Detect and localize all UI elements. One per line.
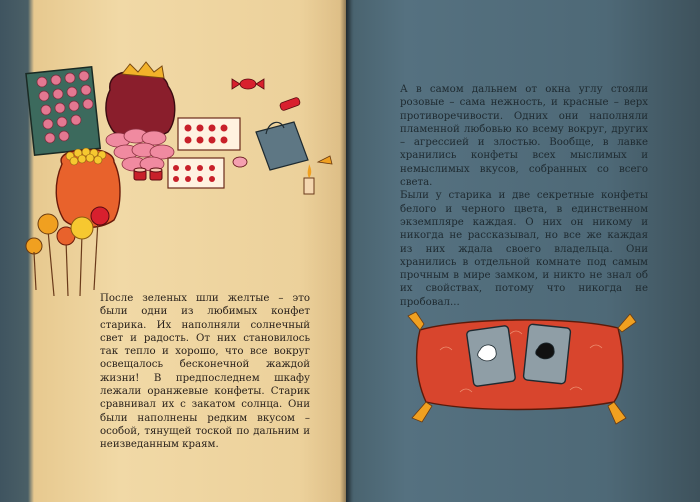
candy-sack bbox=[106, 62, 175, 138]
candy-tray bbox=[26, 67, 100, 155]
right-paragraph-2: Были у старика и две секретные конфеты белого и черного цвета, в единственном экземпляре каждая. О них он никому и никогда не рассказывал, но все же каждая из них ждала своего владельца. Они хранились в отдельной комнате под самым прочным в мире замком, и никто не знал об их свойствах, потому что никогда не пробовал... bbox=[400, 190, 648, 308]
paper-bag bbox=[256, 122, 308, 170]
black-secret-candy bbox=[523, 324, 571, 384]
red-candy-box bbox=[168, 118, 240, 188]
cushion-illustration bbox=[400, 300, 640, 430]
white-secret-candy bbox=[466, 325, 515, 386]
pink-cookies bbox=[106, 129, 174, 171]
candy-jar bbox=[56, 148, 120, 228]
left-page-text: После зеленых шли желтые – это были одни из любимых конфет старика. Их наполняли солнечный свет и радость. От них становилось так тепло и хорошо, что все вокруг освещалось бесконечной жаждой жизни! В предпоследнем шкафу лежали оранжевые конфеты. Старик сравнивал их с закатом солнца. Они были наполнены редким вкусом – особой, тянущей тоской по дальним и неизведанным краям. bbox=[100, 293, 310, 451]
sweets-illustration bbox=[18, 60, 338, 300]
right-page-text bbox=[400, 83, 648, 309]
right-paragraph-1: А в самом дальнем от окна углу стояли розовые – сама нежность, и красные – верх противоречивости. Одних они наполняли пламенной любовью ко всему вокруг, других – агрессией и злостью. Вообще, в лавке хранились конфеты всех мыслимых и немыслимых вкусов, собранных со всего света. bbox=[400, 84, 648, 189]
candle bbox=[304, 156, 332, 194]
book-gutter bbox=[340, 0, 352, 502]
